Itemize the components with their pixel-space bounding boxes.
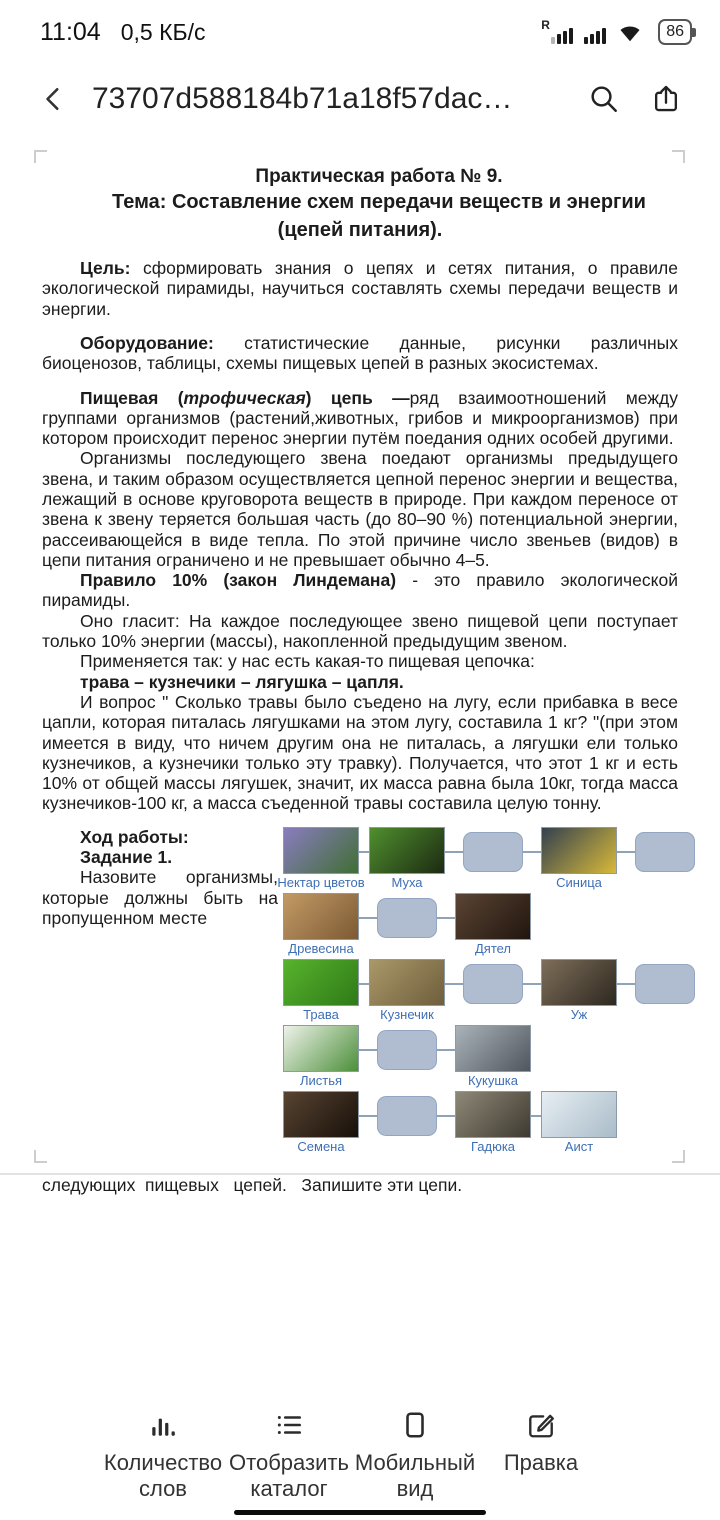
doc-theme: Тема: Составление схем передачи веществ и энергии (цепей питания). <box>112 191 646 242</box>
mobile-view-button[interactable]: Мобильный вид <box>352 1409 478 1502</box>
document-page[interactable] <box>0 142 720 1195</box>
status-time: 11:04 <box>40 17 101 46</box>
chain-definition-paragraph: Пищевая (трофическая) цепь —ряд взаимоотношений между группами организмов (растений,животных, грибов и микроорганизмов) при котором происходит перенос энергии путём поедания одних особей другими. <box>42 387 679 449</box>
empty-slot <box>377 1030 437 1070</box>
organism-cell <box>450 1025 536 1088</box>
back-button[interactable] <box>30 75 78 123</box>
empty-slot <box>377 898 437 938</box>
sim2-signal-icon <box>584 20 606 44</box>
organism-cell <box>278 893 364 956</box>
organism-photo <box>541 959 617 1006</box>
continuation-text: следующих пищевых цепей. Запишите эти цепи. <box>42 1174 463 1195</box>
organism-cell <box>364 827 450 890</box>
equipment-paragraph: Оборудование: статистические данные, рисунки различных биоценозов, таблицы, схемы пищевых цепей в разных экосистемах. <box>42 332 678 374</box>
organism-photo <box>283 827 359 874</box>
search-icon <box>588 83 620 115</box>
empty-slot <box>635 964 695 1004</box>
organism-cell <box>536 959 622 1022</box>
organism-photo <box>541 1091 617 1138</box>
empty-slot <box>463 964 523 1004</box>
search-button[interactable] <box>580 75 628 123</box>
organism-cell <box>536 1091 622 1154</box>
work-section <box>42 827 678 1157</box>
organism-photo <box>369 827 445 874</box>
organism-label: Аист <box>564 1138 594 1154</box>
document-title: 73707d588184b71a18f57dac… <box>92 82 513 115</box>
empty-cell <box>622 959 708 1022</box>
organism-cell <box>536 827 622 890</box>
organism-photo <box>541 827 617 874</box>
question-paragraph: И вопрос " Сколько травы было съедено на лугу, если прибавка в весе цапли, которая питалась лягушками на этом лугу, составила 1 кг? "(при этом имеется в виду, что ничем другим она не питалась, а лягушки ели только кузнечиков, а кузнечики только эту травку). Получается, что этот 1 кг и есть 10% от общей массы лягушек, значит, их масса равна была 10кг, тогда масса кузнечиков-100 кг, а масса съеденной травы составила целую тонну. <box>42 691 678 814</box>
diagram-row <box>278 893 710 956</box>
transfer-paragraph: Организмы последующего звена поедают организмы предыдущего звена, и таким образом осуществляется цепной перенос энергии и вещества, лежащий в основе круговорота веществ в природе. При каждом переносе от звена к звену теряется большая часть (до 80–90 %) потенциальной энергии, рассеивающейся в виде тепла. По этой причине число звеньев (видов) в цепи питания ограничено и не превышает обычно 4–5. <box>42 448 678 570</box>
diagram-row <box>278 1091 710 1154</box>
rule-label: Правило 10% (закон Линдемана) <box>80 570 397 591</box>
organism-label: Нектар цветов <box>277 874 365 890</box>
home-indicator[interactable] <box>234 1510 486 1515</box>
empty-cell <box>364 893 450 956</box>
task-column <box>42 827 278 1157</box>
empty-cell <box>622 827 708 890</box>
diagram-row <box>278 827 710 890</box>
equipment-label: Оборудование: <box>80 332 214 353</box>
doc-heading: Практическая работа № 9. <box>255 166 503 187</box>
word-count-icon <box>147 1409 179 1441</box>
apply-paragraph: Применяется так: у нас есть какая-то пищевая цепочка: <box>80 651 535 672</box>
page-corner-mark <box>34 150 47 163</box>
organism-label: Кукушка <box>467 1072 519 1088</box>
battery-percent: 86 <box>666 23 684 40</box>
organism-cell <box>278 827 364 890</box>
edit-button[interactable]: Правка <box>478 1409 604 1502</box>
organism-photo <box>455 1025 531 1072</box>
organism-cell <box>278 959 364 1022</box>
edit-icon <box>525 1409 557 1441</box>
organism-photo <box>283 1025 359 1072</box>
empty-slot <box>377 1096 437 1136</box>
organism-photo <box>283 1091 359 1138</box>
organism-photo <box>283 893 359 940</box>
organism-label: Дятел <box>474 940 512 956</box>
status-bar <box>0 0 720 56</box>
empty-cell <box>450 827 536 890</box>
diagram-row <box>278 1025 710 1088</box>
back-chevron-icon <box>40 85 68 113</box>
organism-label: Древесина <box>288 940 354 956</box>
food-chain-image[interactable] <box>278 827 710 1157</box>
empty-cell <box>450 959 536 1022</box>
organism-cell <box>364 959 450 1022</box>
organism-photo <box>283 959 359 1006</box>
empty-cell <box>364 1091 450 1154</box>
organism-cell <box>450 1091 536 1154</box>
catalog-icon <box>273 1409 305 1441</box>
mobile-view-icon <box>399 1409 431 1441</box>
goal-paragraph: Цель: сформировать знания о цепях и сетях питания, о правиле экологической пирамиды, научиться составлять схемы передачи веществ и энергии. <box>42 258 678 319</box>
organism-label: Муха <box>391 874 423 890</box>
organism-label: Синица <box>556 874 602 890</box>
network-speed: 0,5 КБ/с <box>120 18 206 45</box>
empty-slot <box>463 832 523 872</box>
show-catalog-button[interactable]: Отобразить каталог <box>226 1409 352 1502</box>
empty-cell <box>364 1025 450 1088</box>
organism-label: Семена <box>297 1138 345 1154</box>
organism-photo <box>455 1091 531 1138</box>
sim1-signal-icon: R <box>551 20 573 44</box>
rule-paragraph: Правило 10% (закон Линдемана) - это правило экологической пирамиды. <box>42 570 678 611</box>
diagram-row <box>278 959 710 1022</box>
organism-cell <box>450 893 536 956</box>
chain-example: трава – кузнечики – лягушка – цапля. <box>80 671 404 692</box>
organism-label: Листья <box>299 1072 343 1088</box>
word-count-button[interactable]: Количество слов <box>100 1409 226 1502</box>
organism-label: Уж <box>570 1006 588 1022</box>
rule-explain-paragraph: Оно гласит: На каждое последующее звено пищевой цепи поступает только 10% энергии (массы), накопленной предыдущим звеном. <box>42 610 678 652</box>
share-button[interactable] <box>642 75 690 123</box>
app-bar <box>0 56 720 142</box>
page-corner-mark <box>34 1150 47 1163</box>
wifi-icon <box>617 21 643 43</box>
task-text: Назовите организмы, которые должны быть на пропущенном месте <box>42 867 278 928</box>
bottom-toolbar <box>0 1409 720 1502</box>
organism-label: Трава <box>303 1006 339 1022</box>
organism-photo <box>369 959 445 1006</box>
organism-photo <box>455 893 531 940</box>
organism-cell <box>278 1091 364 1154</box>
page-corner-mark <box>672 150 685 163</box>
empty-slot <box>635 832 695 872</box>
organism-label: Гадюка <box>470 1138 516 1154</box>
battery-icon <box>658 19 692 45</box>
share-icon <box>650 83 682 115</box>
task-heading: Задание 1. <box>80 847 173 868</box>
goal-label: Цель: <box>80 258 131 279</box>
organism-label: Кузнечик <box>380 1006 434 1022</box>
organism-cell <box>278 1025 364 1088</box>
work-heading: Ход работы: <box>80 826 189 847</box>
